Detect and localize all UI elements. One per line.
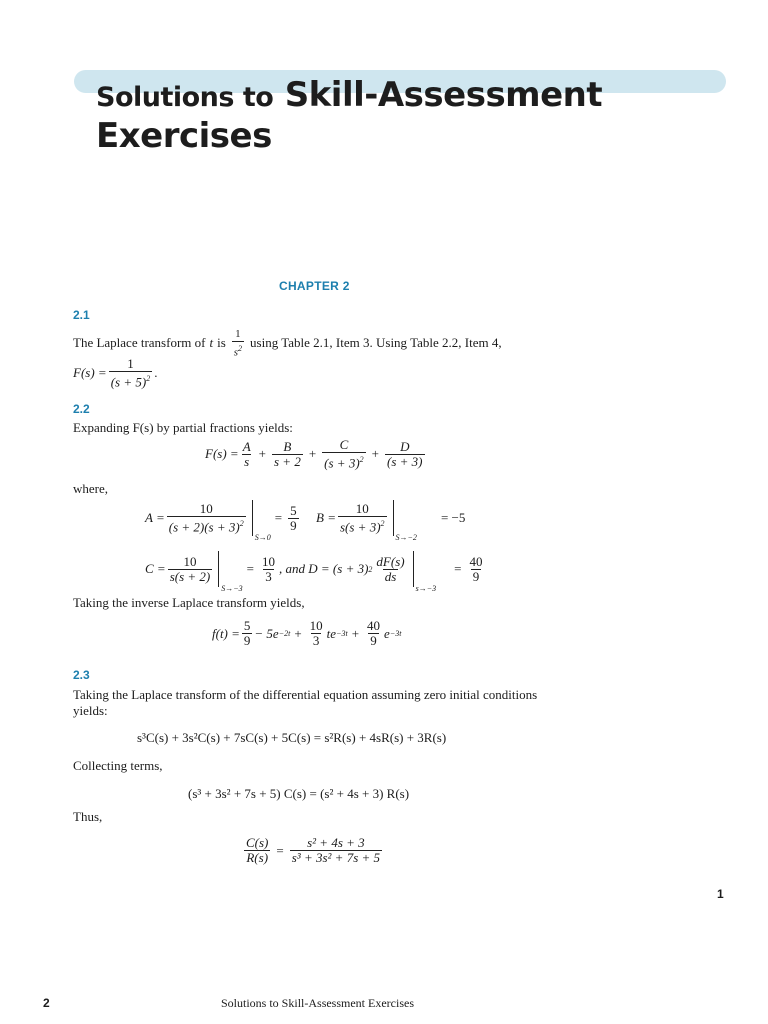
ft-t3-text: te: [326, 625, 337, 641]
C-result: [260, 555, 277, 584]
D-lhs: , and D = (s + 3): [279, 561, 369, 576]
collected-equation: (s³ + 3s² + 7s + 5) C(s) = (s² + 4s + 3) R(s): [188, 786, 410, 801]
page-title: [96, 76, 602, 155]
section-2-3-text: Taking the Laplace transform of the differential equation assuming zero initial conditions yields:: [73, 687, 538, 718]
C-eval-point: S→−3: [221, 584, 243, 593]
eq-den: (s + 5): [110, 374, 147, 390]
D-frac: [374, 555, 406, 584]
B-den-exp: 2: [380, 518, 385, 528]
pf-num: B: [283, 438, 292, 454]
pf-den: (s + 3): [387, 453, 423, 469]
frac-num: 1: [235, 328, 241, 340]
pf-term: [322, 438, 366, 470]
A-result: [288, 504, 299, 533]
B-den: s(s + 3): [339, 519, 381, 535]
pf-num: A: [242, 438, 251, 454]
ft-t4-text: e: [384, 625, 390, 641]
tf-left: [244, 836, 270, 865]
chapter-heading: CHAPTER 2: [279, 279, 350, 293]
tf-right: [290, 836, 382, 865]
ft-t3-den: 3: [312, 633, 320, 648]
frac-den-exp: 2: [238, 344, 243, 353]
ft-term-1: [242, 619, 253, 648]
D-eval-point: s→−3: [415, 584, 437, 593]
ft-t4-den: 9: [370, 633, 377, 648]
title-line-1-rest: Skill-Assessment: [284, 75, 603, 115]
ft-term-3: [308, 619, 325, 648]
pf-den: s: [244, 453, 250, 469]
variable-t: t: [209, 335, 214, 351]
C-res-den: 3: [265, 568, 272, 584]
running-footer: Solutions to Skill-Assessment Exercises: [221, 996, 414, 1010]
A-lhs: A =: [145, 510, 165, 525]
pf-den: s + 2: [273, 453, 301, 469]
inverse-transform-text: Taking the inverse Laplace transform yields,: [73, 595, 305, 610]
D-den: ds: [384, 568, 397, 584]
A-den: (s + 2)(s + 3): [168, 519, 240, 535]
A-num: 10: [199, 500, 213, 516]
residue-C-D-equation: C = $\frac{10}{s(s + 2)}$ S→−3 = $\frac{10}{3}$ , and D = (s + 3) 2 $\frac{dF(s)}{ds}$ s→−3 = $\frac{40}{9}$: [145, 551, 486, 587]
B-eval-point: S→−2: [395, 533, 417, 542]
pf-lhs: F(s) =: [205, 446, 239, 462]
ft-t2-exp: −2t: [278, 629, 291, 638]
section-2-2-heading: 2.2: [73, 402, 90, 416]
section-2-1-text: [73, 327, 553, 360]
text-before: The Laplace transform of: [73, 335, 206, 351]
tf-num-left: C(s): [246, 835, 269, 850]
C-den: s(s + 2): [169, 568, 211, 584]
transfer-function-equation: $\frac{C(s)}{R(s)}$ = $\frac{\text{s² + 4s + 3}}{\text{s³ + 3s² + 7s + 5}}$: [246, 835, 381, 865]
section-2-3-heading: 2.3: [73, 668, 90, 682]
ft-term-4: [365, 619, 382, 648]
B-result: = −5: [440, 510, 466, 525]
differential-eq-transform: s³C(s) + 3s²C(s) + 7sC(s) + 5C(s) = s²R(s) + 4sR(s) + 3R(s): [137, 730, 447, 745]
tf-num-right: s² + 4s + 3: [307, 835, 365, 850]
collecting-text: Collecting terms,: [73, 758, 163, 773]
eq-period: .: [154, 365, 158, 381]
pf-den-exp: 2: [359, 455, 364, 464]
D-res-den: 9: [472, 568, 480, 584]
C-lhs: C =: [145, 561, 166, 576]
C-res-num: 10: [262, 553, 276, 569]
section-2-2-text: Expanding F(s) by partial fractions yields:: [73, 420, 293, 435]
time-response-equation: f(t) = $\frac{5}{9}$ − 5e −2t + $\frac{10}{3}$ te −3t + $\frac{40}{9}$ e −3t: [212, 618, 402, 648]
D-result: [467, 555, 484, 584]
D-num: dF(s): [376, 553, 405, 569]
eq-num: 1: [127, 356, 134, 371]
eq-den-exp: 2: [146, 374, 151, 383]
frac-den: s: [233, 346, 239, 359]
ft-t1-den: 9: [243, 633, 251, 648]
ft-t3-exp: −3t: [336, 629, 348, 638]
B-lhs: B =: [316, 510, 336, 525]
thus-text: Thus,: [73, 809, 103, 824]
A-frac: [167, 502, 246, 534]
A-eval-bar: [250, 500, 271, 542]
D-exp: 2: [368, 564, 373, 574]
residue-B-equation: [316, 500, 469, 542]
C-eval-bar: [216, 551, 243, 593]
ft-lhs: f(t) =: [212, 625, 240, 641]
partial-fraction-equation: F(s) = $\frac{A}{s}$ + $\frac{B}{s + 2}$ + $\frac{C}{(s + 3)^2}$ + $\frac{D}{(s + 3)}$: [205, 437, 423, 471]
pf-term: [241, 440, 253, 469]
B-num: 10: [355, 500, 369, 516]
ft-term-2: − 5e: [254, 625, 279, 641]
tf-den-right: s³ + 3s² + 7s + 5: [291, 850, 381, 865]
A-res-den: 9: [290, 517, 297, 533]
D-eval-bar: [411, 551, 437, 593]
equation-2-1: [73, 357, 157, 389]
title-line-2: Exercises: [96, 116, 272, 156]
one-over-s-squared: [232, 327, 244, 360]
A-eval-point: S→0: [254, 533, 271, 542]
ft-t4-num: 40: [367, 618, 381, 633]
ft-t4-exp: −3t: [389, 629, 402, 638]
eq-frac: [109, 357, 153, 389]
page-number-right: 1: [717, 887, 724, 901]
B-eval-bar: [391, 500, 417, 542]
where-text: where,: [73, 481, 109, 496]
section-2-1-heading: 2.1: [73, 308, 90, 322]
pf-term: [385, 440, 425, 469]
pf-den: (s + 3): [324, 455, 360, 471]
eq-lhs: F(s) =: [73, 365, 107, 381]
A-res-num: 5: [290, 502, 297, 518]
pf-term: [272, 440, 303, 469]
title-word-1: Solutions to: [96, 82, 274, 113]
tf-den-left: R(s): [246, 850, 269, 865]
D-res-num: 40: [469, 553, 483, 569]
pf-num: C: [339, 437, 349, 452]
text-after: using Table 2.1, Item 3. Using Table 2.2, Item 4,: [250, 335, 502, 351]
C-frac: [168, 555, 213, 584]
ft-t1-num: 5: [243, 618, 251, 633]
A-den-exp: 2: [239, 518, 244, 528]
pf-num: D: [400, 438, 410, 454]
text-is: is: [217, 335, 226, 351]
B-frac: [338, 502, 387, 534]
C-num: 10: [183, 553, 197, 569]
page-number-left: 2: [43, 996, 50, 1010]
ft-t3-num: 10: [309, 618, 323, 633]
residue-A-equation: A = $\frac{10}{(s + 2)(s + 3)^2}$ S→0 = $\frac{5}{9}$: [145, 500, 297, 542]
